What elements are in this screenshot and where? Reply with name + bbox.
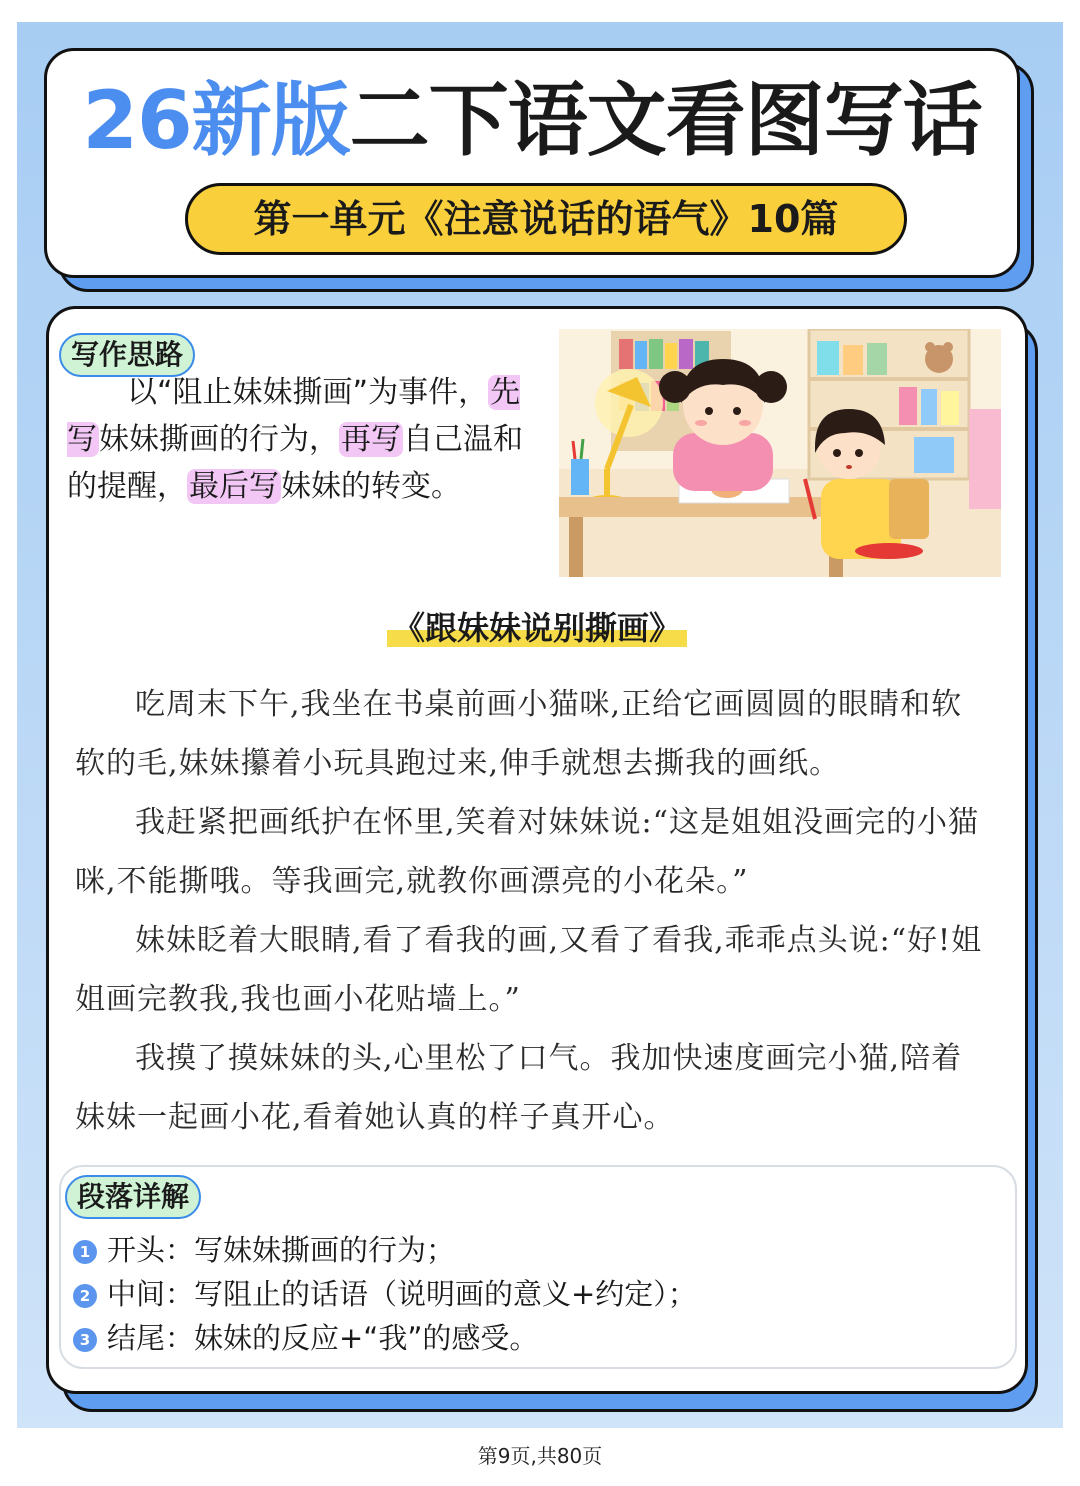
paragraph-detail-box <box>59 1165 1017 1369</box>
idea-highlight-first: 先写 <box>67 375 521 457</box>
essay-title-text: 《跟妹妹说别撕画》 <box>387 609 687 647</box>
essay-title <box>49 603 1025 649</box>
idea-text-4: 妹妹的转变。 <box>281 469 461 504</box>
unit-subtitle-banner: 第一单元《注意说话的语气》10篇 <box>185 183 907 255</box>
illustration-girls-drawing <box>559 329 1001 577</box>
main-card <box>46 306 1028 1394</box>
number-1-icon: 1 <box>73 1240 97 1264</box>
idea-text-1: 以“阻止妹妹撕画”为事件， <box>127 375 489 410</box>
detail-item-3-text: 结尾：妹妹的反应+“我”的感受。 <box>107 1321 539 1355</box>
idea-text-3: 自己温和的提醒， <box>67 422 523 504</box>
writing-idea-tag: 写作思路 <box>59 333 195 377</box>
essay-paragraph-2: 我赶紧把画纸护在怀里,笑着对妹妹说:“这是姐姐没画完的小猫咪,不能撕哦。等我画完,就教你画漂亮的小花朵。” <box>75 805 979 899</box>
detail-item-3 <box>73 1317 538 1359</box>
page-title <box>47 71 1017 171</box>
essay-paragraph-3: 妹妹眨着大眼睛,看了看我的画,又看了看我,乖乖点头说:“好!姐姐画完教我,我也画小花贴墙上。” <box>75 923 983 1017</box>
essay-paragraph-4: 我摸了摸妹妹的头,心里松了口气。我加快速度画完小猫,陪着妹妹一起画小花,看着她认真的样子真开心。 <box>75 1041 963 1135</box>
idea-highlight-then: 再写 <box>341 422 401 457</box>
title-highlight: 26新版 <box>82 74 350 167</box>
idea-text-2: 妹妹撕画的行为， <box>99 422 339 457</box>
writing-idea-text <box>67 369 525 510</box>
illustration-svg <box>559 329 1001 577</box>
header-card <box>44 48 1020 278</box>
page-number: 第9页,共80页 <box>477 1444 603 1468</box>
title-rest: 二下语文看图写话 <box>349 74 982 167</box>
detail-item-1 <box>73 1229 455 1271</box>
number-3-icon: 3 <box>73 1328 97 1352</box>
detail-item-2 <box>73 1273 697 1315</box>
idea-highlight-last: 最后写 <box>189 469 279 504</box>
detail-item-1-text: 开头：写妹妹撕画的行为； <box>107 1233 456 1267</box>
detail-item-2-text: 中间：写阻止的话语（说明画的意义+约定）； <box>107 1277 697 1311</box>
number-2-icon: 2 <box>73 1284 97 1308</box>
essay-paragraph-1: 吃周末下午,我坐在书桌前画小猫咪,正给它画圆圆的眼睛和软软的毛,妹妹攥着小玩具跑过来,伸手就想去撕我的画纸。 <box>75 687 963 781</box>
paragraph-detail-tag: 段落详解 <box>65 1175 201 1219</box>
